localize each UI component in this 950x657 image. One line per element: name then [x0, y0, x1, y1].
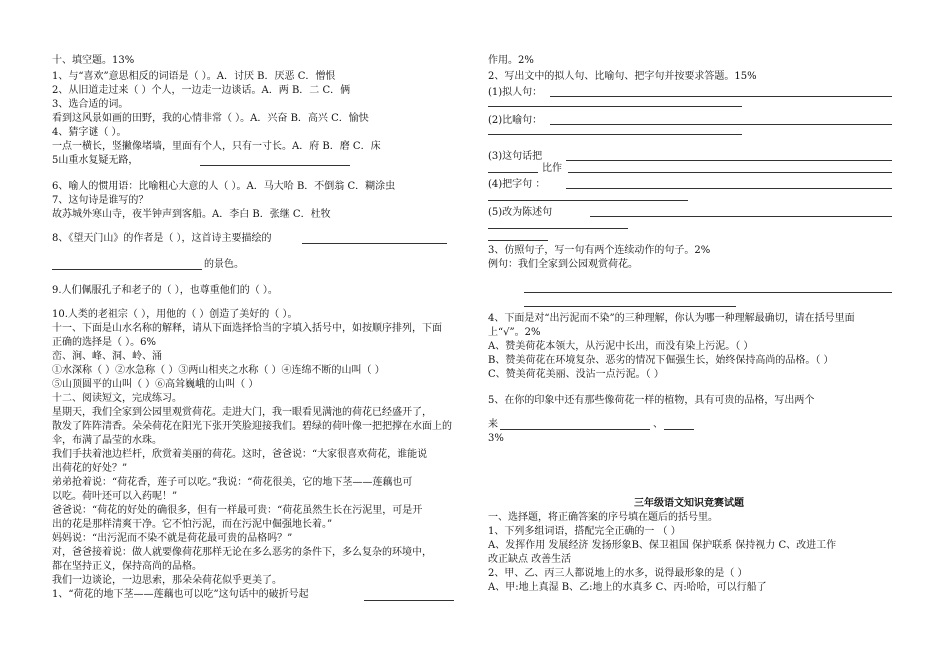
test-title: 三年级语文知识竞赛试题: [634, 498, 744, 509]
answer-blank[interactable]: [302, 243, 447, 244]
option-line: C、赞美荷花美丽、没沾一点污泥。（ ）: [488, 369, 664, 380]
answer-blank[interactable]: [568, 172, 892, 173]
answer-blank[interactable]: [566, 188, 892, 189]
question-line: 5山重水复疑无路，: [52, 155, 139, 166]
question-line: ①水深称（ ）②水急称（ ）③两山相夹之水称（ ）④连绵不断的山叫（ ）: [52, 365, 385, 376]
question-line: 3、仿照句子，写一句有两个连续动作的句子。2%: [488, 245, 711, 256]
answer-blank[interactable]: [488, 172, 538, 173]
answer-blank[interactable]: [488, 228, 628, 229]
answer-blank[interactable]: [364, 600, 454, 601]
passage-line: 星期天，我们全家到公园里观赏荷花。走进大门，我一眼看见满池的荷花已经盛开了，: [52, 407, 432, 418]
question-line: 4、猜字谜（ ）。: [52, 127, 127, 138]
question-line: 峦、涧、峰、洞、岭、涌: [52, 351, 162, 362]
option-line: A、发挥作用 发展经济 发扬形象B、保卫祖国 保护联系 保持视力 C、改进工作: [488, 540, 837, 551]
question-line: 6、喻人的惯用语：比喻粗心大意的人（ ）。A．马大哈 B．不倒翁 C．糊涂虫: [52, 181, 396, 192]
question-line: 一点一横长，竖撇像堵墙，里面有个人，只有一寸长。A．府 B．磨 C．床: [52, 141, 381, 152]
question-line: 8、《望天门山》的作者是（ ），这首诗主要描绘的: [52, 233, 272, 244]
question-line: 5、在你的印象中还有那些像荷花一样的植物，具有可贵的品格，写出两个: [488, 395, 815, 406]
answer-blank[interactable]: [550, 124, 892, 125]
answer-blank[interactable]: [500, 429, 650, 430]
answer-blank[interactable]: [566, 160, 892, 161]
question-line: 正确的选择是（ ）。6%: [52, 337, 157, 348]
question-line: 例句：我们全家到公园观赏荷花。: [488, 259, 638, 270]
section-eleven-line: 十一、下面是山水名称的解释，请从下面选择恰当的字填入括号中，如按顺序排列，下面: [52, 323, 442, 334]
option-line: B、赞美荷花在环境复杂、恶劣的情况下倔强生长，始终保持高尚的品格。（ ）: [488, 355, 834, 366]
passage-line: 以吃。荷叶还可以入药呢！”: [52, 491, 178, 502]
passage-line: 散发了阵阵清香。朵朵荷花在阳光下张开笑脸迎接我们。碧绿的荷叶像一把把撑在水面上的: [52, 421, 452, 432]
question-line: 比作: [542, 163, 562, 174]
passage-line: 对，爸爸接着说：做人就要像荷花那样无论在多么恶劣的条件下，多么复杂的环境中，: [52, 547, 432, 558]
answer-blank[interactable]: [524, 292, 892, 293]
question-line: 2、写出文中的拟人句、比喻句、把字句并按要求答题。15%: [488, 71, 757, 82]
question-line: (5)改为陈述句: [488, 207, 553, 218]
answer-blank[interactable]: [524, 306, 736, 307]
section-ten-title: 十、填空题。13%: [52, 55, 135, 66]
answer-blank[interactable]: [488, 106, 742, 107]
answer-blank[interactable]: [200, 165, 350, 166]
question-line: 作用。2%: [488, 55, 534, 66]
passage-line: 出的花是那样清爽干净。它不怕污泥，而在污泥中倔强地长着。”: [52, 519, 333, 530]
question-line: 来: [488, 419, 498, 430]
question-line: 3、选合适的词。: [52, 99, 129, 110]
passage-line: 爸爸说：“荷花的好处的确很多，但有一样最可贵：“荷花虽然生长在污泥里，可是开: [52, 505, 423, 516]
question-line: 上“√”。2%: [488, 327, 541, 338]
option-line: A、赞美荷花本领大，从污泥中长出，而没有染上污泥。（ ）: [488, 341, 754, 352]
question-line: (3)这句话把: [488, 151, 543, 162]
section-one-title: 一、选择题，将正确答案的序号填在题后的括号里。: [488, 512, 718, 523]
passage-line: 都在坚持正义，保持高尚的品格。: [52, 561, 202, 572]
question-line: (1)拟人句：: [488, 87, 543, 98]
passage-line: 弟弟抢着说：“荷花香，莲子可以吃。”我说：“荷花很美，它的地下茎——莲藕也可: [52, 477, 413, 488]
question-line: 1、下列多组词语，搭配完全正确的一 （ ）: [488, 526, 681, 537]
question-line: ⑤山顶圆平的山叫（ ）⑥高耸巍峨的山叫（ ）: [52, 379, 259, 390]
answer-blank[interactable]: [590, 216, 892, 217]
answer-blank[interactable]: [52, 269, 202, 270]
answer-blank[interactable]: [664, 429, 694, 430]
question-line: 3%: [488, 433, 504, 444]
question-line: 2、从旧道走过来（ ）个人，一边走一边谈话。A．两 B．二 C．俩: [52, 85, 351, 96]
question-line: 看到这风景如画的田野，我的心情非常（ ）。A．兴奋 B．高兴 C．愉快: [52, 113, 369, 124]
answer-blank[interactable]: [488, 134, 742, 135]
passage-line: 伞，布满了晶莹的水珠。: [52, 435, 162, 446]
answer-blank[interactable]: [550, 96, 892, 97]
passage-line: 我们手扶着池边栏杆，欣赏着美丽的荷花。这时，爸爸说：“大家很喜欢荷花，谁能说: [52, 449, 428, 460]
question-line: 1、“荷花的地下茎——莲藕也可以吃”这句话中的破折号起: [52, 589, 309, 600]
question-line: 7、这句诗是谁写的？: [52, 195, 149, 206]
passage-line: 我们一边谈论，一边思索，那朵朵荷花似乎更美了。: [52, 575, 282, 586]
question-line: 4、下面是对“出污泥而不染”的三种理解，你认为哪一种理解最确切，请在括号里面: [488, 313, 855, 324]
question-line: 2、甲、乙、丙三人都说地上的水多，说得最形象的是（ ）: [488, 568, 748, 579]
passage-line: 妈妈说：“出污泥而不染不就是荷花最可贵的品格吗？”: [52, 533, 293, 544]
passage-line: 出荷花的好处？”: [52, 463, 128, 474]
answer-blank[interactable]: [488, 200, 688, 201]
option-line: A、甲:地上真湿 B、乙:地上的水真多 C、丙:哈哈，可以行船了: [488, 582, 767, 593]
question-line: 故苏城外寒山寺，夜半钟声到客船。A．李白 B．张继 C．杜牧: [52, 209, 331, 220]
answer-blank[interactable]: [488, 240, 548, 241]
section-twelve-title: 十二、阅读短文，完成练习。: [52, 393, 182, 404]
question-line: 、: [653, 419, 663, 430]
question-line: 1、与“喜欢”意思相反的词语是（ ）。A．讨厌 B．厌恶 C．憎恨: [52, 71, 336, 82]
question-line: 9.人们佩服孔子和老子的（ ），也尊重他们的（ ）。: [52, 285, 278, 296]
question-line: (4)把字句 ：: [488, 179, 546, 190]
option-line: 改正缺点 改善生活: [488, 554, 572, 565]
question-line: 的景色。: [204, 259, 244, 270]
question-line: 10.人类的老祖宗（ ），用他的（ ）创造了美好的（ ）。: [52, 309, 298, 320]
question-line: (2)比喻句：: [488, 115, 543, 126]
